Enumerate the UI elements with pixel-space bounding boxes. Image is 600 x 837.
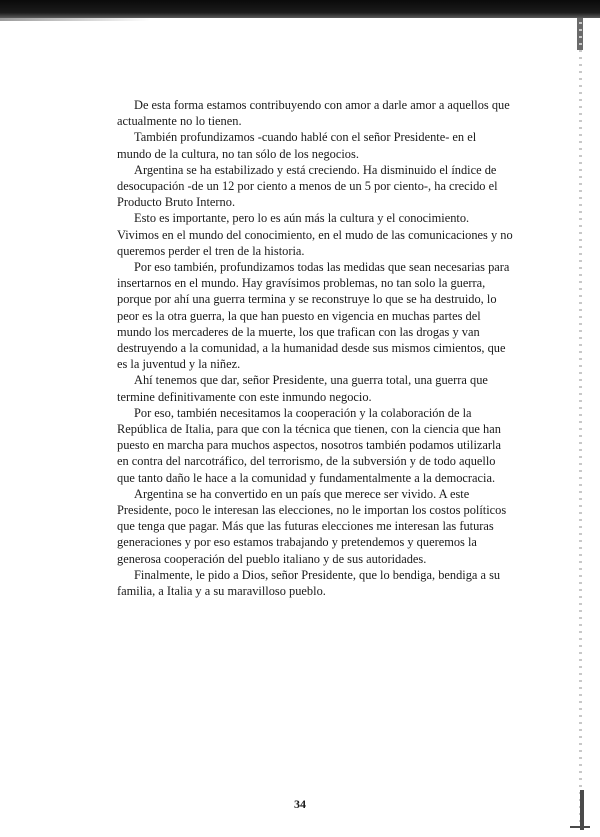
scan-top-border — [0, 0, 600, 18]
paragraph: De esta forma estamos contribuyendo con amor a darle amor a aquellos que actualmente no lo tienen. — [117, 98, 510, 129]
document-body — [117, 97, 513, 599]
paragraph: Argentina se ha estabilizado y está creciendo. Ha disminuido el índice de desocupación -de un 12 por ciento a menos de un 5 por ciento-, ha crecido el Producto Bruto Interno. — [117, 162, 498, 210]
paragraph: Argentina se ha convertido en un país que merece ser vivido. A este Presidente, poco le interesan las elecciones, no le importan los costos políticos que tenga que pagar. Más que las futuras elecciones me interesan las futuras generaciones y por eso estamos trabajando y pretendemos y queremos la generosa cooperación del pueblo italiano y de sus autoridades. — [117, 486, 507, 566]
scan-top-shadow — [0, 18, 150, 21]
paragraph: También profundizamos -cuando hablé con el señor Presidente- en el mundo de la cultura, no tan sólo de los negocios. — [117, 130, 477, 161]
paragraph: Por eso, también necesitamos la cooperación y la colaboración de la República de Italia, para que con la técnica que tienen, con la ciencia que han puesto en marcha para muchos aspectos, nosotros también podamos utilizarla en contra del narcotráfico, del terrorismo, de la subversión y de todo aquello que tanto daño le hace a la comunidad y fundamentalmente a la democracia. — [117, 405, 502, 485]
paragraph: Por eso también, profundizamos todas las medidas que sean necesarias para insertarnos en el mundo. Hay gravísimos problemas, no tan solo la guerra, porque por ahí una guerra termina y se reconstruye lo que se ha destruido, lo peor es la otra guerra, la que han puesto en vigencia en muchas partes del mundo los mercaderes de la muerte, los que trafican con las drogas y van destruyendo a la comunidad, a la humanidad desde sus mismos cimientos, que es la juventud y la niñez. — [117, 260, 510, 372]
paragraph: Esto es importante, pero lo es aún más la cultura y el conocimiento. Vivimos en el mundo del conocimiento, en el mudo de las comunicaciones y no queremos perder el tren de la historia. — [117, 211, 513, 258]
scan-right-edge — [579, 22, 582, 822]
paragraph: Finalmente, le pido a Dios, señor Presidente, que lo bendiga, bendiga a su familia, a Italia y a su maravilloso pueblo. — [117, 567, 501, 599]
paragraph: Ahí tenemos que dar, señor Presidente, una guerra total, una guerra que termine definitivamente con este inmundo negocio. — [117, 373, 488, 404]
scan-binding-foot — [570, 826, 590, 828]
page-number: 34 — [294, 797, 306, 811]
